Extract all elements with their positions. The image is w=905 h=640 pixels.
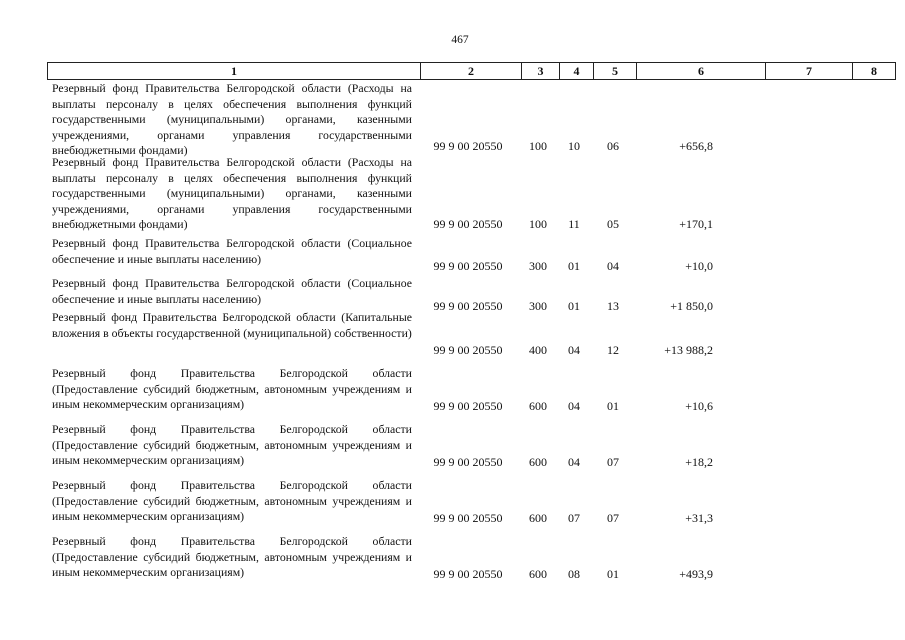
row-description: Резервный фонд Правительства Белгородской области (Предоставление субсидий бюджетным, автономным учреждениям и иным некоммерческим организациям)	[52, 366, 412, 411]
row-col5: 05	[607, 217, 619, 231]
row-col3: 400	[529, 343, 547, 357]
header-col-3: 3	[521, 63, 559, 79]
row-col3: 600	[529, 455, 547, 469]
row-col4: 08	[568, 567, 580, 581]
header-col-6: 6	[636, 63, 765, 79]
row-code: 99 9 00 20550	[433, 139, 503, 153]
row-col4: 11	[568, 217, 580, 231]
row-col3: 300	[529, 299, 547, 313]
row-amount: +1 850,0	[670, 299, 713, 313]
row-code: 99 9 00 20550	[433, 511, 503, 525]
row-code: 99 9 00 20550	[433, 567, 503, 581]
row-description: Резервный фонд Правительства Белгородской области (Расходы на выплаты персоналу в целях обеспечения выполнения функций государственными (муниципальными) органами, казенными учреждениями, органами управления государственными внебюджетными фондами)	[52, 155, 412, 231]
row-col3: 600	[529, 399, 547, 413]
row-col5: 12	[607, 343, 619, 357]
row-col4: 07	[568, 511, 580, 525]
row-description: Резервный фонд Правительства Белгородской области (Расходы на выплаты персоналу в целях обеспечения выполнения функций государственными (муниципальными) органами, казенными учреждениями, органами управления государственными внебюджетными фондами)	[52, 81, 412, 157]
row-col4: 01	[568, 259, 580, 273]
row-amount: +31,3	[685, 511, 713, 525]
row-code: 99 9 00 20550	[433, 299, 503, 313]
row-amount: +10,6	[685, 399, 713, 413]
header-col-8: 8	[852, 63, 895, 79]
row-amount: +10,0	[685, 259, 713, 273]
row-description: Резервный фонд Правительства Белгородской области (Социальное обеспечение и иные выплаты населению)	[52, 276, 412, 306]
row-description: Резервный фонд Правительства Белгородской области (Предоставление субсидий бюджетным, автономным учреждениям и иным некоммерческим организациям)	[52, 534, 412, 579]
header-col-5: 5	[593, 63, 636, 79]
row-description: Резервный фонд Правительства Белгородской области (Предоставление субсидий бюджетным, автономным учреждениям и иным некоммерческим организациям)	[52, 478, 412, 523]
row-col5: 07	[607, 511, 619, 525]
row-col5: 07	[607, 455, 619, 469]
row-col5: 04	[607, 259, 619, 273]
row-col4: 04	[568, 399, 580, 413]
table-header	[47, 62, 896, 80]
row-col4: 04	[568, 455, 580, 469]
row-code: 99 9 00 20550	[433, 217, 503, 231]
row-col3: 600	[529, 567, 547, 581]
row-col3: 300	[529, 259, 547, 273]
row-description: Резервный фонд Правительства Белгородской области (Социальное обеспечение и иные выплаты населению)	[52, 236, 412, 266]
row-col5: 06	[607, 139, 619, 153]
row-code: 99 9 00 20550	[433, 455, 503, 469]
row-code: 99 9 00 20550	[433, 259, 503, 273]
row-amount: +493,9	[679, 567, 713, 581]
row-amount: +656,8	[679, 139, 713, 153]
row-description: Резервный фонд Правительства Белгородской области (Капитальные вложения в объекты государственной (муниципальной) собственности)	[52, 310, 412, 340]
header-col-4: 4	[559, 63, 593, 79]
row-col4: 01	[568, 299, 580, 313]
row-col3: 100	[529, 217, 547, 231]
row-col5: 13	[607, 299, 619, 313]
row-col4: 04	[568, 343, 580, 357]
row-code: 99 9 00 20550	[433, 399, 503, 413]
row-code: 99 9 00 20550	[433, 343, 503, 357]
header-col-1: 1	[231, 64, 237, 78]
header-col-7: 7	[765, 63, 852, 79]
row-col3: 600	[529, 511, 547, 525]
row-col3: 100	[529, 139, 547, 153]
row-amount: +170,1	[679, 217, 713, 231]
row-col5: 01	[607, 567, 619, 581]
row-description: Резервный фонд Правительства Белгородской области (Предоставление субсидий бюджетным, автономным учреждениям и иным некоммерческим организациям)	[52, 422, 412, 467]
header-col-2: 2	[420, 63, 521, 79]
row-amount: +13 988,2	[664, 343, 713, 357]
row-amount: +18,2	[685, 455, 713, 469]
page-number: 467	[451, 34, 469, 46]
row-col5: 01	[607, 399, 619, 413]
row-col4: 10	[568, 139, 580, 153]
